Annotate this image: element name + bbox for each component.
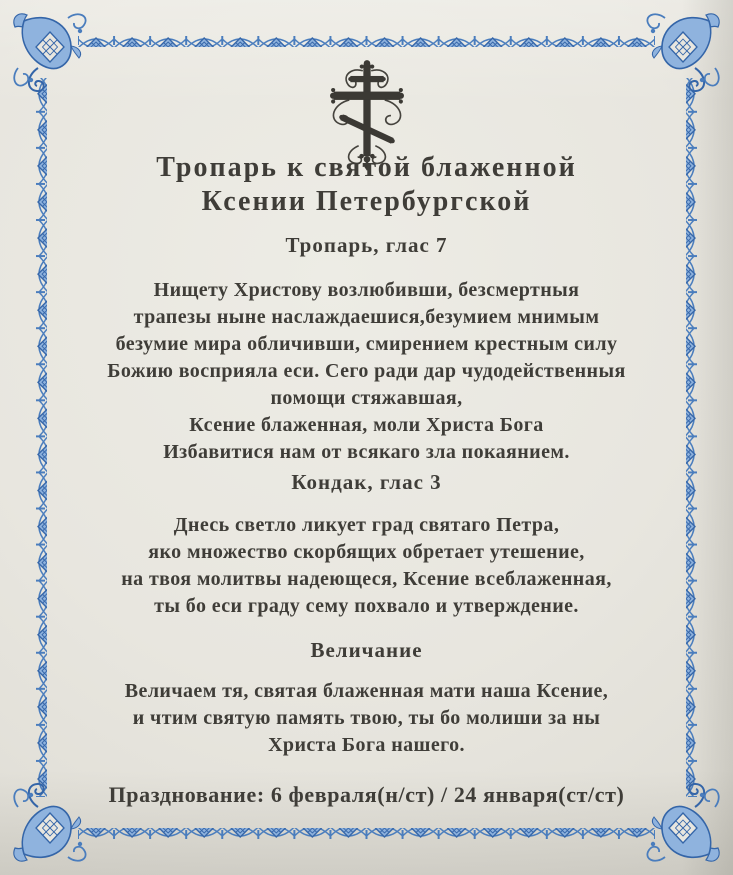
text-line: трапезы ныне наслаждаешися,безумием мнимым — [133, 306, 600, 328]
text-line: Христа Бога нашего. — [268, 734, 465, 756]
troparion-text — [44, 277, 689, 466]
text-line: на твоя молитвы надеющеся, Ксение всеблаженная, — [121, 568, 612, 590]
text-line: Величаем тя, святая блаженная мати наша Ксение, — [124, 680, 609, 702]
text-line: помощи стяжавшая, — [270, 387, 463, 409]
text-line: и чтим святую память твою, ты бо молиши за ны — [132, 707, 601, 729]
feast-date-line: Празднование: 6 февраля(н/ст) / 24 января(ст/ст) — [108, 782, 625, 807]
velichanie-text — [44, 678, 689, 759]
text-line: яко множество скорбящих обретает утешение, — [148, 541, 585, 563]
text-line: безумие мира обличивши, смирением крестным силу — [115, 333, 618, 355]
section-heading-velichanie: Величание — [310, 638, 423, 662]
text-line: ты бо еси граду сему похвало и утверждение. — [154, 595, 579, 617]
page-title — [44, 151, 689, 219]
kondak-text — [44, 512, 689, 620]
text-line: Избавитися нам от всякаго зла покаянием. — [163, 441, 570, 463]
section-heading-kondak: Кондак, глас 3 — [291, 470, 442, 494]
text-line: Ксение блаженная, моли Христа Бога — [189, 414, 544, 436]
text-line: Божию восприяла еси. Сего ради дар чудодейственныя — [107, 360, 626, 382]
section-heading-troparion: Тропарь, глас 7 — [285, 233, 448, 257]
text-line: Нищету Христову возлюбивши, безсмертныя — [153, 279, 580, 301]
text-line: Днесь светло ликует град святаго Петра, — [173, 514, 560, 536]
title-line-2: Ксении Петербургской — [201, 186, 532, 217]
title-line-1: Тропарь к святой блаженной — [156, 152, 577, 183]
